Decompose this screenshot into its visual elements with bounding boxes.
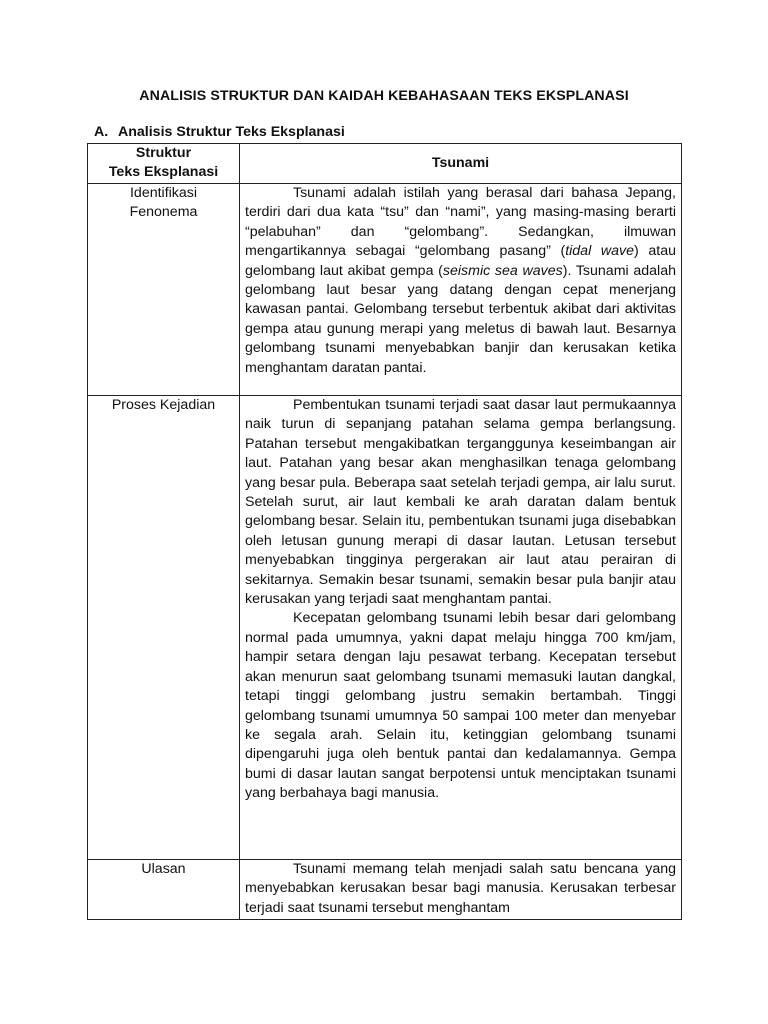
- row-label-identifikasi: [88, 184, 240, 396]
- proses-paragraph-1: Pembentukan tsunami terjadi saat dasar laut permukaannya naik turun di sepanjang patahan selama gempa berlangsung. Patahan tersebut mengakibatkan terganggunya keseimbangan air laut. Patahan yang besar akan menghasilkan tenaga gelombang yang besar pula. Beberapa saat setelah terjadi gempa, air lalu surut. Setelah surut, air laut kembali ke arah daratan dalam bentuk gelombang besar. Selain itu, pembentukan tsunami juga disebabkan oleh letusan gunung merapi di dasar lautan. Letusan tersebut menyebabkan tingginya pergerakan air laut atau perairan di sekitarnya. Semakin besar tsunami, semakin besar pula banjir atau kerusakan yang terjadi saat menghantam pantai.: [245, 397, 676, 608]
- table-row-proses: [88, 396, 682, 860]
- italic-term: seismic sea waves: [442, 262, 563, 279]
- table-row-identifikasi: [88, 184, 682, 396]
- header-structure-line1: Struktur: [135, 145, 192, 161]
- header-structure-line2: Teks Eksplanasi: [108, 164, 219, 181]
- proses-paragraph-2: Kecepatan gelombang tsunami lebih besar dari gelombang normal pada umumnya, yakni dapat melaju hingga 700 km/jam, hampir setara dengan laju pesawat terbang. Kecepatan tersebut akan menurun saat gelombang tsunami memasuki lautan dangkal, tetapi tinggi gelombang justru semakin bertambah. Tinggi gelombang tsunami umumnya 50 sampai 100 meter dan menyebar ke segala arah. Selain itu, ketinggian gelombang tsunami dipengaruhi juga oleh bentuk pantai dan kedalamannya. Gempa bumi di dasar lautan sangat berpotensi untuk menciptakan tsunami yang berbahaya bagi manusia.: [245, 610, 676, 802]
- row-body-identifikasi: [240, 184, 682, 396]
- table-row-ulasan: [88, 860, 682, 920]
- row-label-line1: Identifikasi: [129, 185, 198, 201]
- row-label-line2: Fenonema: [129, 204, 198, 221]
- header-structure: [88, 144, 240, 184]
- structure-table: [87, 143, 682, 920]
- text-run: Tsunami adalah istilah yang berasal dari bahasa Jepang, terdiri dari dua kata “tsu” dan “nami”, yang masing-masing berarti “pelabuhan” dan “gelombang”. Sedangkan, ilmuwan mengartikannya sebagai “gelombang pasang” (: [245, 185, 676, 260]
- header-topic: Tsunami: [240, 144, 682, 184]
- row-label-ulasan: Ulasan: [88, 860, 240, 920]
- ulasan-paragraph: Tsunami memang telah menjadi salah satu bencana yang menyebabkan kerusakan besar bagi manusia. Kerusakan terbesar terjadi saat tsunami tersebut menghantam: [245, 861, 676, 916]
- row-body-ulasan: [240, 860, 682, 920]
- text-run: ) atau gelombang laut akibat gempa (: [245, 243, 677, 279]
- document-title: ANALISIS STRUKTUR DAN KAIDAH KEBAHASAAN TEKS EKSPLANASI: [139, 88, 629, 104]
- row-label-proses: Proses Kejadian: [88, 396, 240, 860]
- row-body-proses: [240, 396, 682, 860]
- identifikasi-paragraph: [245, 184, 676, 378]
- section-heading-text: Analisis Struktur Teks Eksplanasi: [118, 124, 345, 140]
- section-letter: A.: [94, 124, 109, 140]
- text-run: ). Tsunami adalah gelombang laut besar yang datang dengan cepat menerjang kawasan pantai. Gelombang tersebut terbentuk akibat dari aktivitas gempa atau gunung merapi yang meletus di bawah laut. Besarnya gelombang tsunami menyebabkan banjir dan kerusakan ketika menghantam daratan pantai.: [245, 262, 676, 376]
- table-header-row: [88, 144, 682, 184]
- section-heading: [94, 124, 345, 140]
- italic-term: tidal wave: [565, 243, 635, 260]
